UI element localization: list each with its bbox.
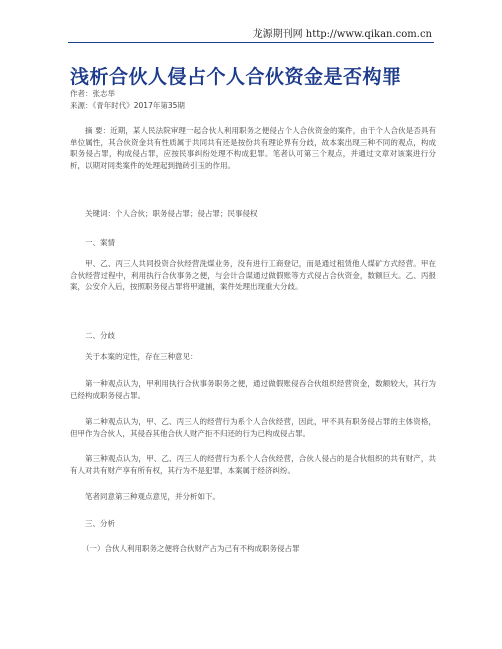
journal-source-header: 龙源期刊网 http://www.qikan.com.cn [252,29,432,40]
article-source: 来源：《青年时代》2017年第35期 [70,101,185,110]
analysis-subheading: （一）合伙人利用职务之便将合伙财产占为己有不构成职务侵占罪 [82,544,300,553]
dispute-opinion-1-paragraph: 第一种观点认为，甲利用执行合伙事务职务之便，通过做假账侵吞合伙组织经营资金，数额较大，其行为已经构成职务侵占罪。 [70,379,436,400]
keywords-paragraph: 关键词：个人合伙；职务侵占罪；侵占罪；民事侵权 [85,209,258,218]
section-heading-case: 一、案情 [85,238,115,247]
header-divider [68,42,434,43]
section-heading-dispute: 二、分歧 [85,331,115,340]
article-title: 浅析合伙人侵占个人合伙资金是否构罪 [70,66,402,88]
case-paragraph: 甲、乙、丙三人共同投资合伙经营洗煤业务，没有进行工商登记，而是通过租赁他人煤矿方式经营。甲在合伙经营过程中，利用执行合伙事务之便，与会计合谋通过做假账等方式侵占合伙资金，数额巨大。乙、丙报案，公安介入后，按照职务侵占罪将甲逮捕，案件处理出现重大分歧。 [70,259,436,291]
article-author: 作者：张志举 [70,89,115,98]
dispute-opinion-3-paragraph: 第三种观点认为，甲、乙、丙三人的经营行为系个人合伙经营，合伙人侵占的是合伙组织的共有财产，共有人对共有财产享有所有权，其行为不是犯罪，本案属于经济纠纷。 [70,454,436,475]
dispute-intro-paragraph: 关于本案的定性，存在三种意见： [85,352,198,361]
section-heading-analysis: 三、分析 [85,519,115,528]
dispute-opinion-2-paragraph: 第二种观点认为，甲、乙、丙三人的经营行为系个人合伙经营，因此，甲不具有职务侵占罪的主体资格，但甲作为合伙人，其侵吞其他合伙人财产拒不归还的行为已构成侵占罪。 [70,417,436,438]
abstract-paragraph: 摘 要：近期，某人民法院审理一起合伙人利用职务之便侵占个人合伙资金的案件，由于个人合伙是否具有单位属性，其合伙资金共有性质属于共同共有还是按份共有理论界有分歧，故本案出现三种不同的观点，构成职务侵占罪，构成侵占罪，应按民事纠纷处理不构成犯罪。笔者认可第三个观点，并通过文章对该案进行分析，以期对同类案件的处理起到抛砖引玉的作用。 [70,126,436,170]
author-position-paragraph: 笔者同意第三种观点意见，并分析如下。 [85,492,220,501]
